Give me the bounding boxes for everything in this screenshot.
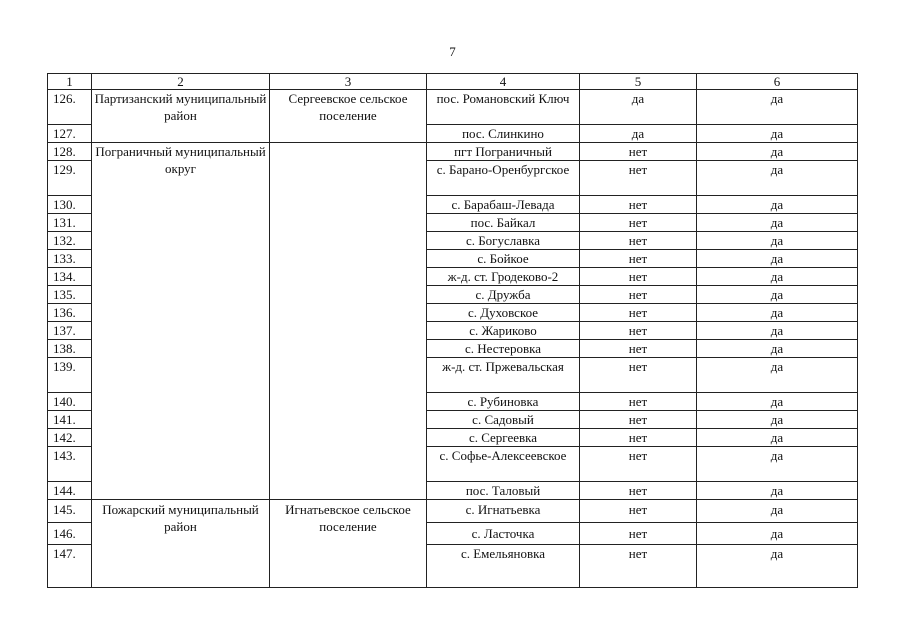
row-number: 146. <box>48 523 92 545</box>
column-5-cell: нет <box>580 196 697 214</box>
locality-cell: с. Духовское <box>427 304 580 322</box>
locality-cell: с. Игнатьевка <box>427 500 580 523</box>
row-number: 131. <box>48 214 92 232</box>
column-6-cell: да <box>697 322 858 340</box>
settlement-cell: Игнатьевское сельское поселение <box>270 500 427 588</box>
row-number: 142. <box>48 429 92 447</box>
column-5-cell: нет <box>580 161 697 196</box>
header-cell-6: 6 <box>697 74 858 90</box>
header-cell-2: 2 <box>92 74 270 90</box>
column-6-cell: да <box>697 545 858 588</box>
column-6-cell: да <box>697 232 858 250</box>
column-6-cell: да <box>697 482 858 500</box>
row-number: 143. <box>48 447 92 482</box>
locality-cell: с. Садовый <box>427 411 580 429</box>
column-6-cell: да <box>697 286 858 304</box>
row-number: 135. <box>48 286 92 304</box>
locality-cell: ж-д. ст. Пржевальская <box>427 358 580 393</box>
locality-cell: с. Жариково <box>427 322 580 340</box>
district-cell: Партизанский муниципальный район <box>92 90 270 143</box>
column-5-cell: нет <box>580 500 697 523</box>
locality-cell: с. Бойкое <box>427 250 580 268</box>
column-6-cell: да <box>697 268 858 286</box>
row-number: 139. <box>48 358 92 393</box>
column-5-cell: нет <box>580 429 697 447</box>
table-row <box>48 143 858 161</box>
locality-cell: с. Богуславка <box>427 232 580 250</box>
column-5-cell: нет <box>580 286 697 304</box>
row-number: 137. <box>48 322 92 340</box>
row-number: 145. <box>48 500 92 523</box>
locality-cell: с. Барано-Оренбургское <box>427 161 580 196</box>
row-number: 140. <box>48 393 92 411</box>
column-5-cell: да <box>580 125 697 143</box>
column-5-cell: нет <box>580 482 697 500</box>
locality-cell: пгт Пограничный <box>427 143 580 161</box>
column-6-cell: да <box>697 358 858 393</box>
locality-cell: с. Ласточка <box>427 523 580 545</box>
column-5-cell: нет <box>580 250 697 268</box>
row-number: 141. <box>48 411 92 429</box>
column-5-cell: нет <box>580 322 697 340</box>
column-6-cell: да <box>697 523 858 545</box>
column-6-cell: да <box>697 411 858 429</box>
column-5-cell: нет <box>580 447 697 482</box>
column-6-cell: да <box>697 447 858 482</box>
header-cell-4: 4 <box>427 74 580 90</box>
row-number: 127. <box>48 125 92 143</box>
locality-cell: ж-д. ст. Гродеково-2 <box>427 268 580 286</box>
row-number: 136. <box>48 304 92 322</box>
column-6-cell: да <box>697 143 858 161</box>
column-6-cell: да <box>697 250 858 268</box>
column-5-cell: нет <box>580 393 697 411</box>
column-5-cell: нет <box>580 214 697 232</box>
column-5-cell: нет <box>580 358 697 393</box>
column-6-cell: да <box>697 393 858 411</box>
table-row <box>48 500 858 523</box>
locality-cell: пос. Слинкино <box>427 125 580 143</box>
column-5-cell: нет <box>580 143 697 161</box>
header-cell-1: 1 <box>48 74 92 90</box>
locality-cell: с. Емельяновка <box>427 545 580 588</box>
locality-cell: с. Дружба <box>427 286 580 304</box>
column-5-cell: нет <box>580 411 697 429</box>
locality-cell: с. Рубиновка <box>427 393 580 411</box>
locality-cell: с. Нестеровка <box>427 340 580 358</box>
row-number: 147. <box>48 545 92 588</box>
district-cell: Пожарский муниципальный район <box>92 500 270 588</box>
row-number: 132. <box>48 232 92 250</box>
column-5-cell: нет <box>580 545 697 588</box>
row-number: 129. <box>48 161 92 196</box>
locality-cell: с. Софье-Алексеевское <box>427 447 580 482</box>
column-6-cell: да <box>697 340 858 358</box>
locality-cell: пос. Таловый <box>427 482 580 500</box>
column-6-cell: да <box>697 125 858 143</box>
locality-cell: с. Барабаш-Левада <box>427 196 580 214</box>
column-5-cell: да <box>580 90 697 125</box>
settlement-cell: Сергеевское сельское поселение <box>270 90 427 143</box>
column-5-cell: нет <box>580 268 697 286</box>
column-6-cell: да <box>697 196 858 214</box>
row-number: 130. <box>48 196 92 214</box>
settlement-cell <box>270 143 427 500</box>
row-number: 126. <box>48 90 92 125</box>
row-number: 134. <box>48 268 92 286</box>
locality-cell: с. Сергеевка <box>427 429 580 447</box>
column-5-cell: нет <box>580 523 697 545</box>
page-number: 7 <box>449 44 456 59</box>
district-cell: Пограничный муниципальный округ <box>92 143 270 500</box>
header-cell-3: 3 <box>270 74 427 90</box>
table-header-row <box>48 74 858 90</box>
column-6-cell: да <box>697 161 858 196</box>
settlements-table <box>47 73 858 588</box>
column-5-cell: нет <box>580 340 697 358</box>
row-number: 128. <box>48 143 92 161</box>
locality-cell: пос. Байкал <box>427 214 580 232</box>
header-cell-5: 5 <box>580 74 697 90</box>
column-5-cell: нет <box>580 232 697 250</box>
column-6-cell: да <box>697 214 858 232</box>
locality-cell: пос. Романовский Ключ <box>427 90 580 125</box>
table-row <box>48 90 858 125</box>
row-number: 133. <box>48 250 92 268</box>
column-5-cell: нет <box>580 304 697 322</box>
column-6-cell: да <box>697 304 858 322</box>
column-6-cell: да <box>697 429 858 447</box>
row-number: 144. <box>48 482 92 500</box>
row-number: 138. <box>48 340 92 358</box>
column-6-cell: да <box>697 90 858 125</box>
column-6-cell: да <box>697 500 858 523</box>
